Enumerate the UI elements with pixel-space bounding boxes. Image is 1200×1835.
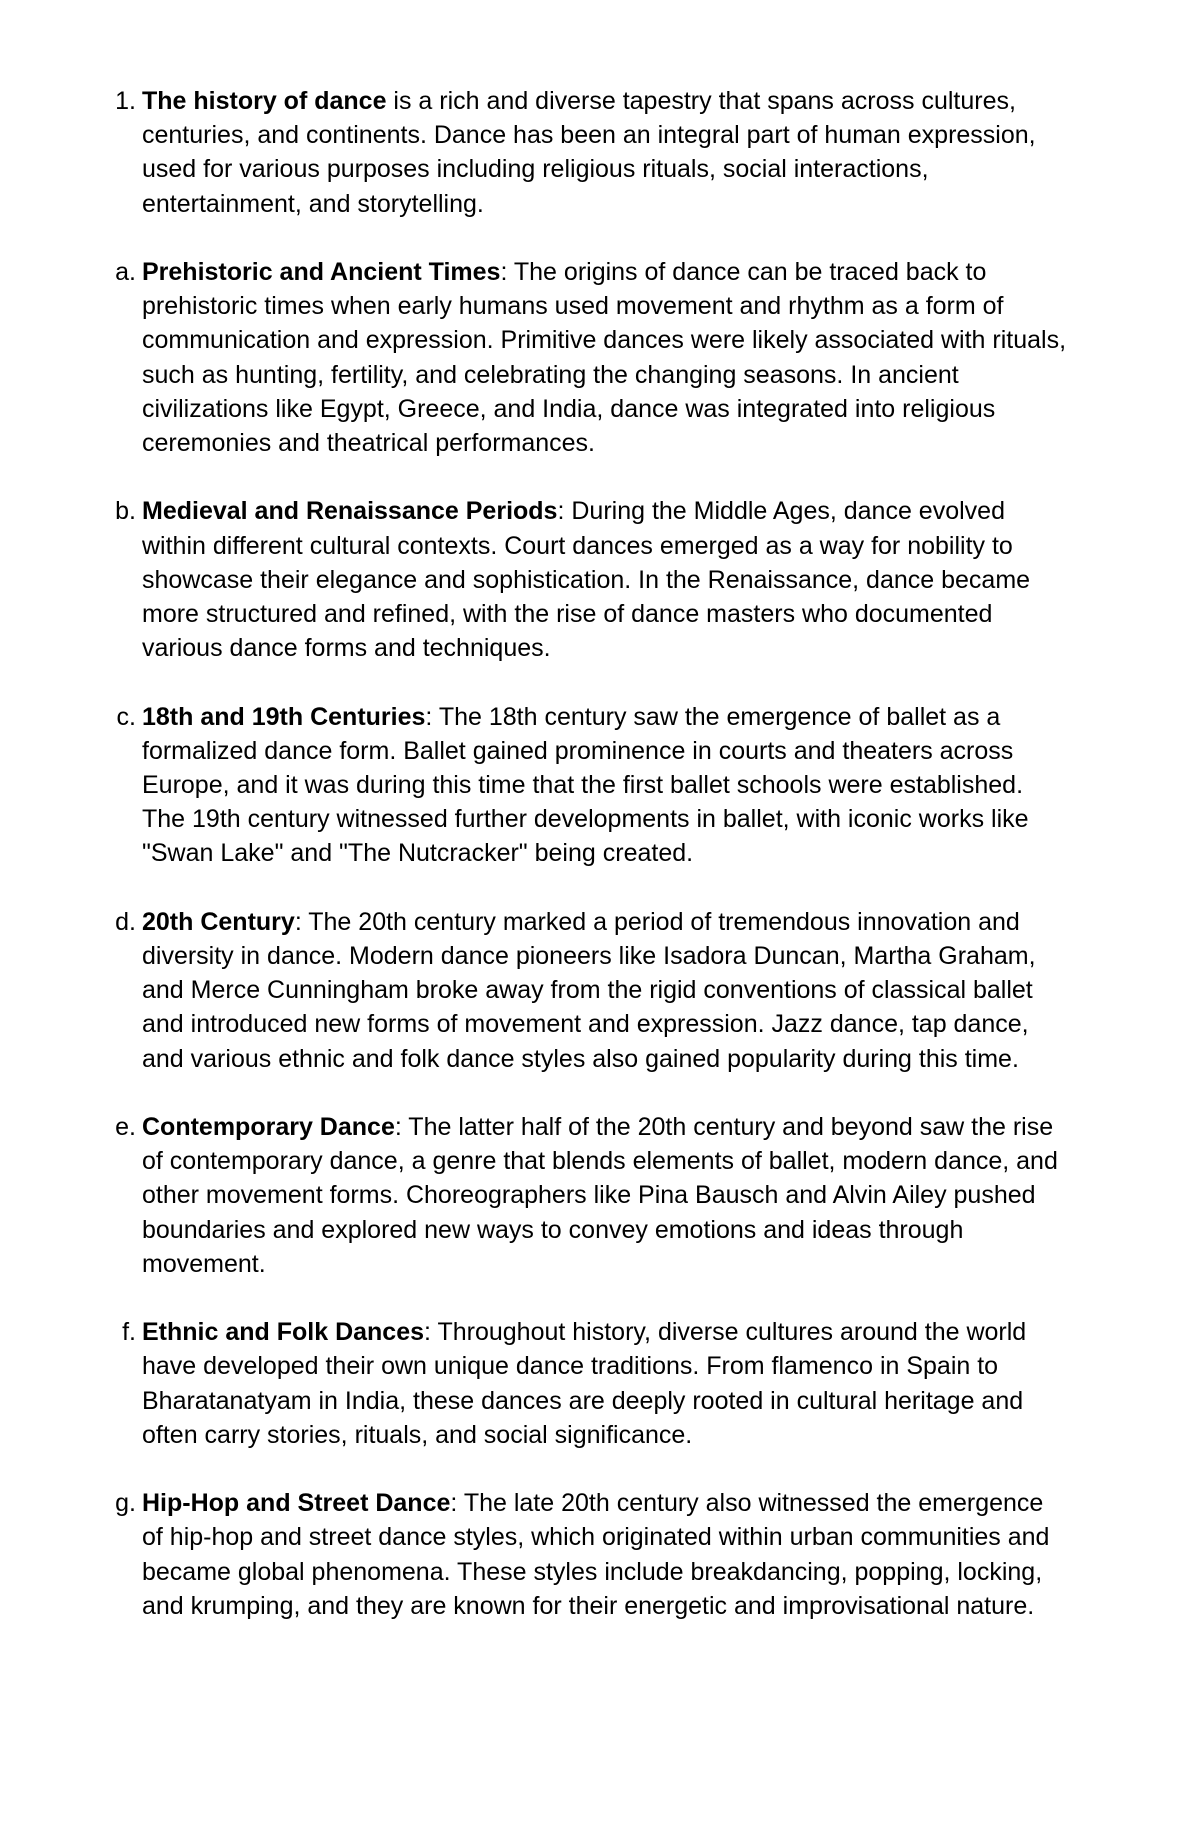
item-separator: : — [294, 907, 302, 936]
list-item-content — [142, 1110, 1070, 1281]
item-text: The latter half of the 20th century and beyond saw the rise of contemporary dance, a genre that blends elements of ballet, modern dance, and other movement forms. Choreographers like Pina Bausch and Alvin Ailey pushed boundaries and explored new ways to convey emotions and ideas through movement. — [142, 1113, 1058, 1278]
list-item-content — [142, 1486, 1070, 1623]
list-marker: d. — [115, 907, 136, 936]
list-item-content — [142, 494, 1070, 665]
item-heading: Medieval and Renaissance Periods — [142, 497, 558, 526]
list-item-content — [142, 255, 1070, 460]
list-marker: a. — [115, 258, 136, 286]
item-separator: : — [557, 497, 565, 526]
list-marker: f. — [122, 1318, 136, 1347]
item-separator: : — [394, 1113, 402, 1142]
item-text: The origins of dance can be traced back to prehistoric times when early humans used movement and rhythm as a form of communication and expression. Primitive dances were likely associated with rituals, such as hunting, fertility, and celebrating the changing seasons. In ancient civilizations like Egypt, Greece, and India, dance was integrated into religious ceremonies and theatrical performances. — [142, 258, 1067, 458]
item-heading: Prehistoric and Ancient Times — [142, 258, 501, 286]
list-item-content — [142, 905, 1070, 1076]
item-text: The 18th century saw the emergence of ballet as a formalized dance form. Ballet gained prominence in courts and theaters across Europe, and it was during this time that the first ballet schools were established. The 19th century witnessed further developments in ballet, with iconic works like "Swan Lake" and "The Nutcracker" being created. — [142, 702, 1029, 868]
list-marker: 1. — [115, 87, 136, 115]
item-heading: 20th Century — [142, 907, 295, 936]
list-item-18th-19th-centuries — [0, 700, 1070, 871]
item-separator: : — [425, 702, 433, 731]
item-heading: Contemporary Dance — [142, 1113, 395, 1142]
item-text: Throughout history, diverse cultures around the world have developed their own unique dance traditions. From flamenco in Spain to Bharatanatyam in India, these dances are deeply rooted in cultural heritage and often carry stories, rituals, and social significance. — [142, 1318, 1027, 1449]
item-heading: Ethnic and Folk Dances — [142, 1318, 425, 1347]
item-heading: Hip-Hop and Street Dance — [142, 1489, 451, 1518]
list-item-ethnic-folk-dances — [0, 1315, 1070, 1452]
list-item-medieval-renaissance — [0, 494, 1070, 665]
item-text: The late 20th century also witnessed the emergence of hip-hop and street dance styles, which originated within urban communities and became global phenomena. These styles include breakdancing, popping, locking, and krumping, and they are known for their energetic and improvisational nature. — [142, 1489, 1050, 1620]
list-marker: c. — [116, 702, 136, 731]
item-heading: 18th and 19th Centuries — [142, 702, 426, 731]
list-item-contemporary-dance — [0, 1110, 1070, 1281]
list-item-content — [142, 700, 1070, 871]
item-heading: The history of dance — [142, 87, 387, 115]
list-item-prehistoric-ancient — [0, 255, 1070, 460]
item-separator: : — [424, 1318, 431, 1347]
list-item-content — [142, 1315, 1070, 1452]
item-text: is a rich and diverse tapestry that spans across cultures, centuries, and continents. Dance has been an integral part of human expression, used for various purposes including religious rituals, social interactions, entertainment, and storytelling. — [142, 87, 1036, 218]
list-marker: e. — [115, 1113, 136, 1142]
list-marker: g. — [115, 1489, 136, 1518]
list-item-hip-hop-street-dance — [0, 1486, 1070, 1623]
item-text: During the Middle Ages, dance evolved within different cultural contexts. Court dances emerged as a way for nobility to showcase their elegance and sophistication. In the Renaissance, dance became more structured and refined, with the rise of dance masters who documented various dance forms and techniques. — [142, 497, 1031, 663]
list-item-content — [142, 84, 1070, 221]
item-separator: : — [450, 1489, 458, 1518]
list-marker: b. — [115, 497, 136, 526]
item-separator: : — [500, 258, 508, 286]
list-item-20th-century — [0, 905, 1070, 1076]
item-text: The 20th century marked a period of tremendous innovation and diversity in dance. Modern dance pioneers like Isadora Duncan, Martha Graham, and Merce Cunningham broke away from the rigid conventions of classical ballet and introduced new forms of movement and expression. Jazz dance, tap dance, and various ethnic and folk dance styles also gained popularity during this time. — [142, 907, 1036, 1073]
list-item-intro — [0, 84, 1070, 221]
